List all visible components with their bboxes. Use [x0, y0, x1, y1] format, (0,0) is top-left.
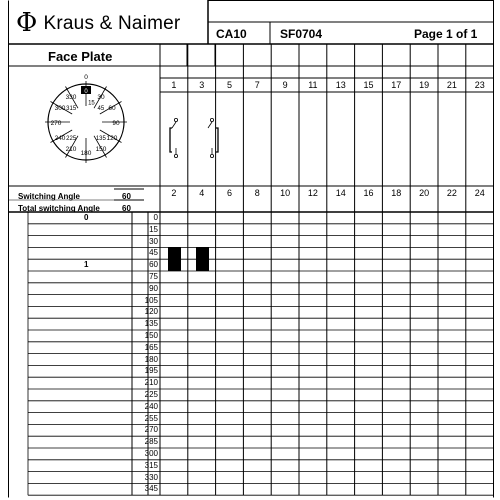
closed-contact-mark [168, 247, 181, 259]
terminal-label: 14 [335, 188, 346, 198]
position-angle: 255 [144, 413, 158, 423]
terminal-label: 18 [391, 188, 402, 198]
terminal-label: 24 [474, 188, 485, 198]
terminal-label: 13 [335, 80, 346, 90]
terminal-label: 16 [363, 188, 374, 198]
terminal-label: 19 [419, 80, 430, 90]
dial-pointer-label: 0 [84, 89, 88, 95]
total-switching-angle-value: 60 [122, 204, 131, 213]
terminal-label: 5 [226, 80, 232, 90]
terminal-label: 1 [171, 80, 177, 90]
position-angle: 90 [149, 283, 158, 293]
dial-label: 150 [95, 145, 107, 153]
position-angle: 105 [144, 295, 158, 305]
dial-label: 0 [84, 74, 88, 81]
terminal-label: 3 [199, 80, 205, 90]
dial-inner-label: 15 [88, 100, 95, 107]
position-angle: 165 [144, 342, 158, 352]
switch-type: CA10 [216, 27, 247, 41]
dial-label: 210 [65, 145, 77, 153]
dial-label: 180 [80, 150, 92, 157]
terminal-label: 6 [226, 188, 232, 198]
contact-symbol-1-2-bottom [174, 154, 177, 157]
position-angle: 210 [144, 378, 158, 388]
terminal-label: 21 [446, 80, 457, 90]
position-angle: 240 [144, 401, 158, 411]
position-angle: 270 [144, 425, 158, 435]
position-angle: 195 [144, 366, 158, 376]
phi-logo-icon: Φ [16, 8, 38, 38]
dial-label: 90 [112, 120, 120, 127]
total-switching-angle-label: Total switching Angle [18, 204, 100, 213]
terminal-label: 10 [280, 188, 291, 198]
contact-symbol-pair [158, 112, 228, 172]
closed-contact-mark [196, 247, 209, 259]
position-angle: 60 [149, 260, 158, 270]
contact-symbol-3-4-top [210, 118, 213, 121]
terminal-label: 8 [254, 188, 260, 198]
position-angle: 45 [149, 248, 158, 258]
position-angle: 225 [144, 390, 158, 399]
dial-label: 30 [97, 94, 105, 102]
switch-diagram-sheet [8, 0, 494, 498]
position-label: 1 [84, 260, 89, 270]
face-plate-dial [14, 70, 164, 170]
switching-angle-label: Switching Angle [18, 192, 80, 201]
dial-label: 120 [106, 135, 118, 142]
position-angle: 315 [144, 460, 158, 470]
contact-bracket-left [170, 128, 172, 152]
face-plate-title: Face Plate [48, 49, 113, 64]
position-angle: 150 [144, 331, 158, 340]
dial-label: 300 [54, 105, 66, 112]
terminal-label: 22 [446, 188, 457, 198]
terminal-label: 2 [171, 188, 177, 198]
terminal-label: 9 [282, 80, 288, 90]
position-angle: 285 [144, 437, 158, 447]
terminal-label: 4 [199, 188, 205, 198]
page-indicator: Page 1 of 1 [414, 27, 478, 41]
terminal-label: 7 [254, 80, 260, 90]
contact-bracket-right [216, 128, 218, 152]
terminal-label: 20 [419, 188, 430, 198]
contact-symbol-1-2-blade [172, 122, 176, 154]
brand-logo [16, 8, 180, 38]
contact-symbol-1-2-top [174, 118, 177, 121]
position-angle: 15 [149, 224, 158, 234]
position-angle: 330 [144, 472, 158, 482]
dial-inner-label: 45 [97, 106, 105, 113]
dial-label: 270 [50, 120, 62, 127]
position-angle: 30 [149, 236, 158, 246]
position-angle: 75 [149, 272, 158, 281]
dial-label: 60 [108, 105, 116, 112]
position-angle: 345 [144, 484, 158, 494]
position-angle: 0 [153, 213, 158, 222]
closed-contact-mark [196, 259, 209, 271]
dial-inner-label: 225 [66, 135, 77, 142]
diagram-code: SF0704 [280, 27, 323, 41]
dial-inner-label: 315 [66, 106, 77, 113]
dial-inner-label: 135 [95, 135, 106, 142]
contact-symbol-3-4-bottom [210, 154, 213, 157]
position-angle: 120 [144, 307, 158, 317]
switching-angle-value: 60 [122, 192, 131, 201]
terminal-label: 17 [391, 80, 402, 90]
terminal-label: 11 [308, 80, 318, 90]
contact-symbol-3-4-blade [208, 122, 212, 154]
position-angle: 300 [144, 449, 158, 458]
terminal-label: 12 [307, 188, 318, 198]
closed-contact-mark [168, 259, 181, 271]
terminal-label: 15 [363, 80, 374, 90]
terminal-label: 23 [474, 80, 485, 90]
dial-label: 330 [65, 94, 77, 102]
position-angle: 135 [144, 319, 158, 329]
brand-name: Kraus & Naimer [43, 13, 181, 34]
position-label: 0 [84, 213, 89, 222]
position-angle: 180 [144, 354, 158, 364]
dial-label: 240 [54, 135, 66, 142]
